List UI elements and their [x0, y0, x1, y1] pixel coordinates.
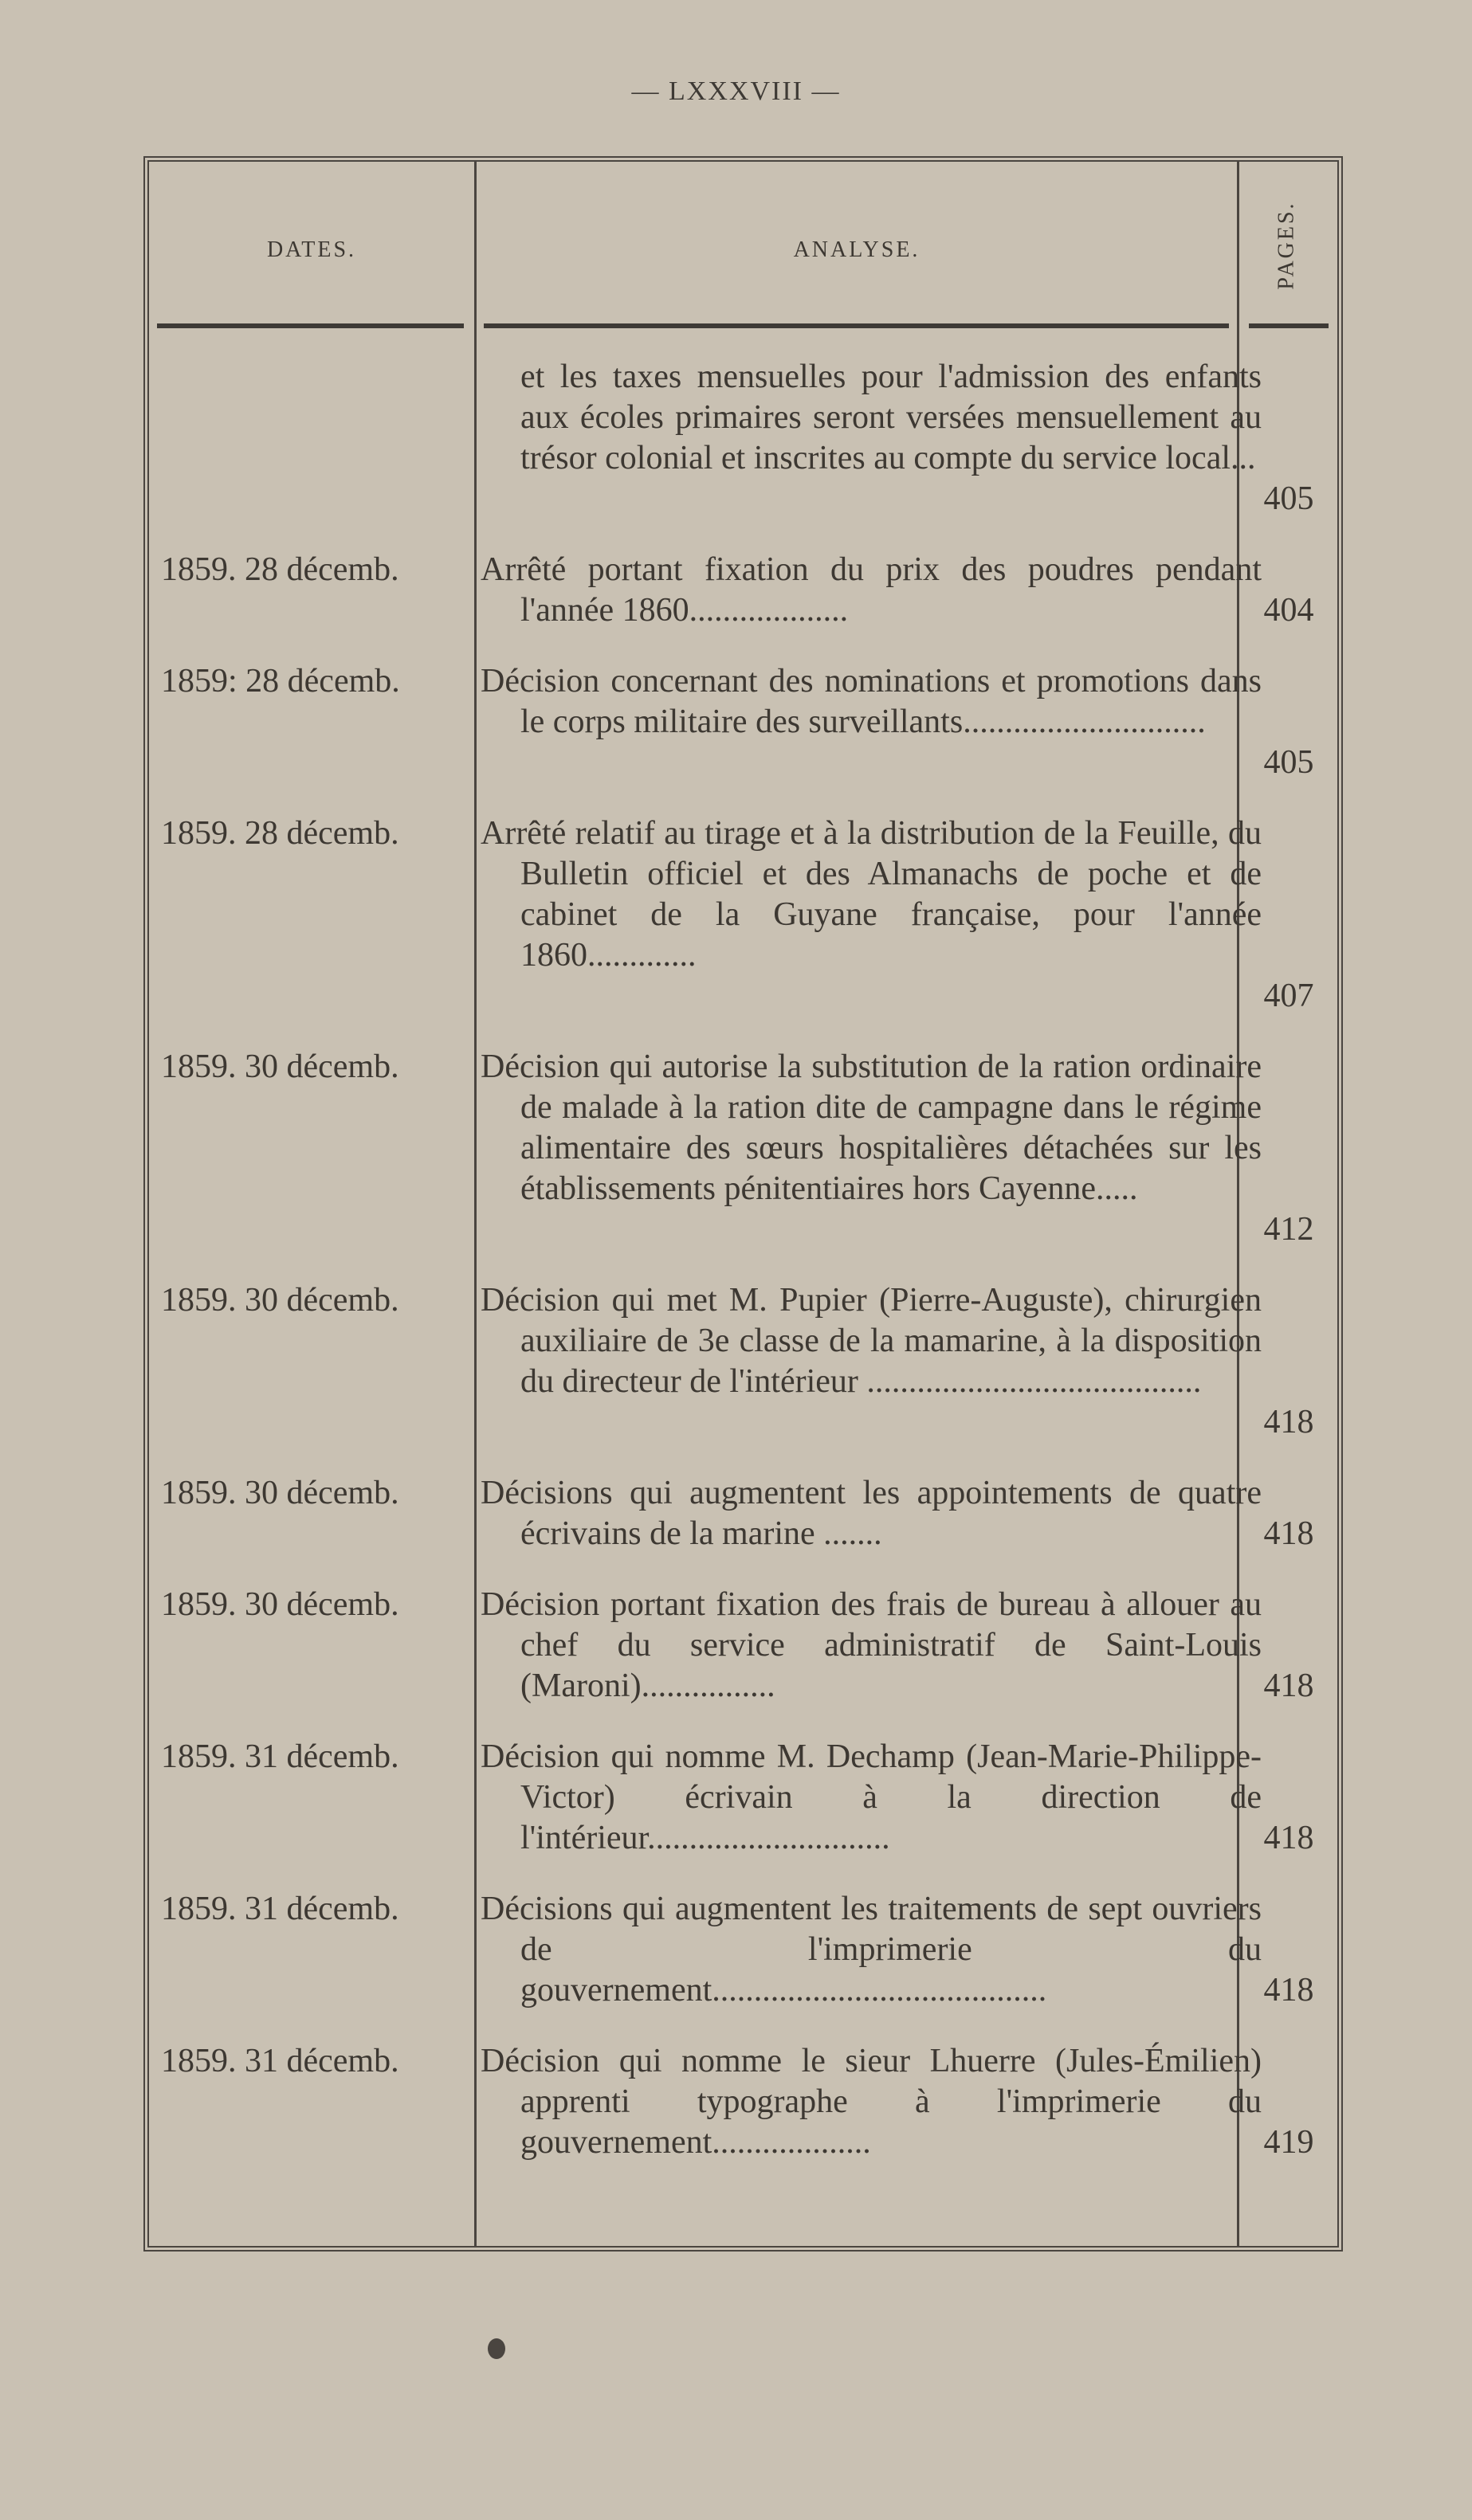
page-number: — LXXXVIII — — [631, 76, 841, 106]
table-row — [149, 1047, 1337, 1250]
entry-date: 1859. 30 décemb. — [161, 1048, 399, 1085]
table-row — [149, 1889, 1337, 2011]
entry-date: 1859. 30 décemb. — [161, 1475, 399, 1511]
table-row — [149, 813, 1337, 1017]
entry-date: 1859. 30 décemb. — [161, 1282, 399, 1319]
entry-page: 412 — [1263, 1211, 1314, 1248]
table-row — [149, 1585, 1337, 1707]
entry-analyse: Décision qui met M. Pupier (Pierre-Auguste), chirurgien auxiliaire de 3e classe de la mamarine, à la disposition du directeur de l'intérieur ........................................ — [481, 1282, 1262, 1400]
entry-page: 418 — [1263, 1972, 1314, 2009]
entry-analyse: Décisions qui augmentent les appointements de quatre écrivains de la marine ....... — [481, 1475, 1262, 1552]
entry-date: 1859. 31 décemb. — [161, 1891, 399, 1927]
entry-page: 418 — [1263, 1515, 1314, 1552]
entry-page: 405 — [1263, 744, 1314, 781]
entry-page: 418 — [1263, 1820, 1314, 1856]
entry-analyse: Décision qui autorise la substitution de la ration ordinaire de malade à la ration dite de campagne dans le régime alimentaire des sœurs hospitalières détachées sur les établissements pénitentiaires hors Cayenne..... — [481, 1048, 1262, 1207]
entry-date: 1859: 28 décemb. — [161, 663, 400, 700]
table-row — [149, 661, 1337, 783]
entry-date: 1859. 30 décemb. — [161, 1586, 399, 1623]
header-dates: DATES. — [266, 237, 357, 262]
table-frame — [143, 156, 1343, 2252]
entry-date: 1859. 31 décemb. — [161, 2043, 399, 2079]
entry-analyse: et les taxes mensuelles pour l'admission des enfants aux écoles primaires seront versées mensuellement au trésor colonial et inscrites au compte du service local... — [520, 359, 1262, 476]
entry-date: 1859. 28 décemb. — [161, 551, 399, 588]
table-row — [149, 1737, 1337, 1859]
table-body — [149, 357, 1337, 2163]
entry-analyse: Décision qui nomme M. Dechamp (Jean-Marie-Philippe-Victor) écrivain à la direction de l'intérieur............................. — [481, 1738, 1262, 1856]
ornament-dot — [488, 2338, 505, 2359]
entry-analyse: Décision qui nomme le sieur Lhuerre (Jules-Émilien) apprenti typographe à l'imprimerie du gouvernement................... — [481, 2043, 1262, 2161]
entry-page: 418 — [1263, 1404, 1314, 1440]
table-row — [149, 550, 1337, 631]
entry-analyse: Arrêté portant fixation du prix des poudres pendant l'année 1860................... — [481, 551, 1262, 629]
entry-date: 1859. 31 décemb. — [161, 1738, 399, 1775]
entry-page: 405 — [1263, 480, 1314, 517]
entry-page: 407 — [1263, 978, 1314, 1014]
entry-analyse: Arrêté relatif au tirage et à la distribution de la Feuille, du Bulletin officiel et des Almanachs de poche et de cabinet de la Guyane française, pour l'année 1860............. — [481, 815, 1262, 974]
header-rule-dates — [157, 323, 464, 328]
entry-analyse: Décision concernant des nominations et promotions dans le corps militaire des surveillants............................. — [481, 663, 1262, 740]
entry-page: 404 — [1263, 592, 1314, 629]
header-analyse: ANALYSE. — [793, 237, 920, 262]
header-pages: PAGES. — [1274, 201, 1299, 290]
header-rule-analyse — [484, 323, 1229, 328]
table-row — [149, 357, 1337, 519]
entry-date: 1859. 28 décemb. — [161, 815, 399, 852]
entry-analyse: Décision portant fixation des frais de bureau à allouer au chef du service administratif de Saint-Louis (Maroni)................ — [481, 1586, 1262, 1704]
entry-page: 419 — [1263, 2124, 1314, 2161]
entry-page: 418 — [1263, 1668, 1314, 1704]
table-header — [149, 162, 1337, 329]
header-rule-pages — [1249, 323, 1329, 328]
entry-analyse: Décisions qui augmentent les traitements de sept ouvriers de l'imprimerie du gouvernement........................................ — [481, 1891, 1262, 2009]
table-row — [149, 1280, 1337, 1443]
table-row — [149, 1473, 1337, 1554]
table-row — [149, 2041, 1337, 2163]
